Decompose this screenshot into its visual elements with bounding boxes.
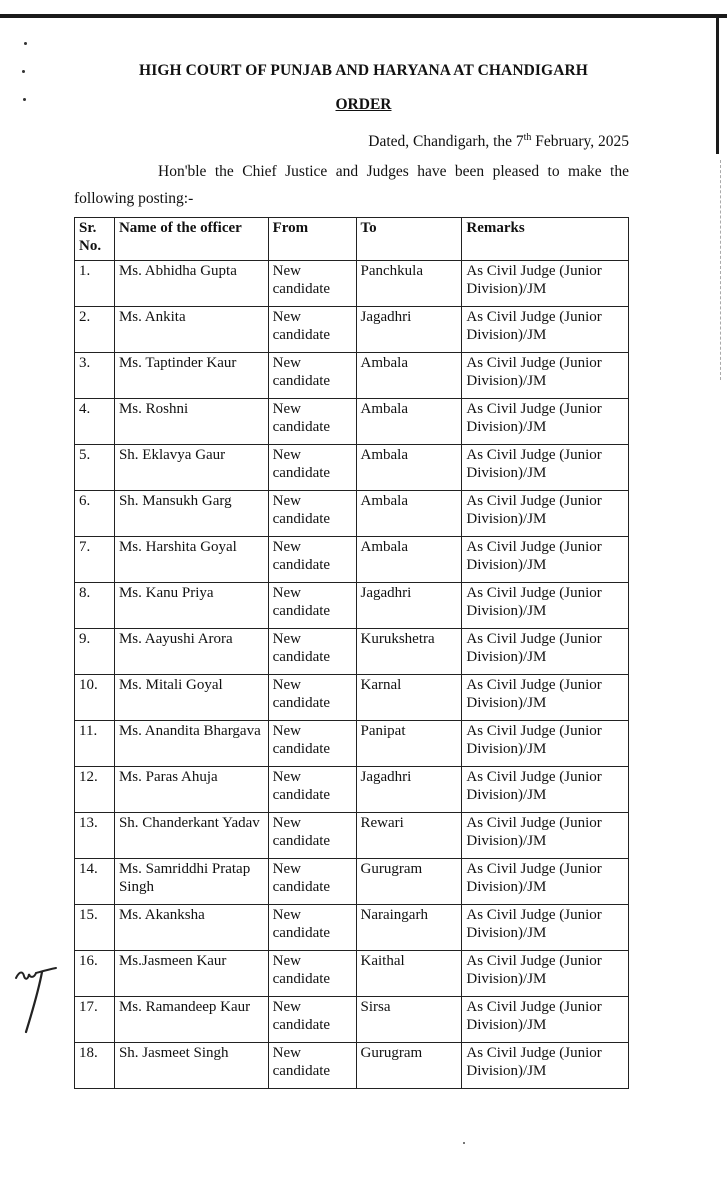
cell-sr-no: 9.	[75, 629, 115, 675]
cell-from: New candidate	[268, 951, 356, 997]
table-row	[75, 629, 629, 675]
table-row	[75, 859, 629, 905]
date-prefix: Dated, Chandigarh, the 7	[368, 133, 524, 151]
cell-to: Naraingarh	[356, 905, 462, 951]
cell-remarks: As Civil Judge (Junior Division)/JM	[462, 767, 629, 813]
cell-from: New candidate	[268, 537, 356, 583]
cell-remarks: As Civil Judge (Junior Division)/JM	[462, 721, 629, 767]
table-row	[75, 307, 629, 353]
cell-sr-no: 7.	[75, 537, 115, 583]
table-row	[75, 353, 629, 399]
cell-sr-no: 1.	[75, 261, 115, 307]
cell-to: Gurugram	[356, 1043, 462, 1089]
table-header-row	[75, 218, 629, 261]
cell-remarks: As Civil Judge (Junior Division)/JM	[462, 399, 629, 445]
cell-remarks: As Civil Judge (Junior Division)/JM	[462, 629, 629, 675]
cell-to: Sirsa	[356, 997, 462, 1043]
cell-to: Kurukshetra	[356, 629, 462, 675]
cell-sr-no: 3.	[75, 353, 115, 399]
handwritten-signature	[12, 962, 60, 1038]
scan-speck	[463, 1142, 465, 1144]
cell-sr-no: 8.	[75, 583, 115, 629]
cell-from: New candidate	[268, 997, 356, 1043]
table-row	[75, 721, 629, 767]
table-row	[75, 491, 629, 537]
cell-remarks: As Civil Judge (Junior Division)/JM	[462, 859, 629, 905]
posting-table	[74, 217, 629, 1089]
scan-speck	[24, 42, 27, 45]
cell-to: Gurugram	[356, 859, 462, 905]
cell-sr-no: 10.	[75, 675, 115, 721]
cell-remarks: As Civil Judge (Junior Division)/JM	[462, 675, 629, 721]
cell-to: Kaithal	[356, 951, 462, 997]
cell-from: New candidate	[268, 629, 356, 675]
cell-officer-name: Ms. Akanksha	[114, 905, 268, 951]
cell-to: Ambala	[356, 399, 462, 445]
scan-edge-marks	[720, 160, 722, 380]
cell-sr-no: 15.	[75, 905, 115, 951]
cell-sr-no: 4.	[75, 399, 115, 445]
court-title: HIGH COURT OF PUNJAB AND HARYANA AT CHANDIGARH	[139, 62, 588, 79]
cell-remarks: As Civil Judge (Junior Division)/JM	[462, 951, 629, 997]
cell-remarks: As Civil Judge (Junior Division)/JM	[462, 491, 629, 537]
cell-officer-name: Sh. Chanderkant Yadav	[114, 813, 268, 859]
cell-from: New candidate	[268, 859, 356, 905]
cell-sr-no: 2.	[75, 307, 115, 353]
cell-from: New candidate	[268, 261, 356, 307]
cell-sr-no: 16.	[75, 951, 115, 997]
cell-sr-no: 13.	[75, 813, 115, 859]
cell-officer-name: Ms. Harshita Goyal	[114, 537, 268, 583]
cell-from: New candidate	[268, 813, 356, 859]
table-row	[75, 583, 629, 629]
header-to: To	[356, 218, 462, 261]
cell-remarks: As Civil Judge (Junior Division)/JM	[462, 261, 629, 307]
cell-remarks: As Civil Judge (Junior Division)/JM	[462, 537, 629, 583]
table-row	[75, 951, 629, 997]
cell-to: Jagadhri	[356, 767, 462, 813]
table-row	[75, 1043, 629, 1089]
cell-officer-name: Ms. Samriddhi Pratap Singh	[114, 859, 268, 905]
header-officer-name: Name of the officer	[114, 218, 268, 261]
cell-remarks: As Civil Judge (Junior Division)/JM	[462, 445, 629, 491]
cell-from: New candidate	[268, 583, 356, 629]
cell-sr-no: 6.	[75, 491, 115, 537]
cell-from: New candidate	[268, 491, 356, 537]
cell-remarks: As Civil Judge (Junior Division)/JM	[462, 307, 629, 353]
cell-officer-name: Ms. Taptinder Kaur	[114, 353, 268, 399]
cell-sr-no: 11.	[75, 721, 115, 767]
table-row	[75, 813, 629, 859]
cell-remarks: As Civil Judge (Junior Division)/JM	[462, 353, 629, 399]
cell-to: Jagadhri	[356, 583, 462, 629]
cell-officer-name: Sh. Eklavya Gaur	[114, 445, 268, 491]
cell-from: New candidate	[268, 721, 356, 767]
cell-to: Jagadhri	[356, 307, 462, 353]
header-from: From	[268, 218, 356, 261]
cell-from: New candidate	[268, 399, 356, 445]
intro-paragraph: Hon'ble the Chief Justice and Judges have been pleased to make the following posting:-	[74, 163, 629, 207]
cell-officer-name: Ms. Ankita	[114, 307, 268, 353]
table-row	[75, 675, 629, 721]
cell-sr-no: 17.	[75, 997, 115, 1043]
table-row	[75, 537, 629, 583]
cell-to: Ambala	[356, 537, 462, 583]
cell-sr-no: 12.	[75, 767, 115, 813]
cell-to: Ambala	[356, 353, 462, 399]
cell-remarks: As Civil Judge (Junior Division)/JM	[462, 1043, 629, 1089]
cell-officer-name: Sh. Mansukh Garg	[114, 491, 268, 537]
cell-officer-name: Ms. Kanu Priya	[114, 583, 268, 629]
cell-to: Ambala	[356, 491, 462, 537]
cell-officer-name: Sh. Jasmeet Singh	[114, 1043, 268, 1089]
table-row	[75, 399, 629, 445]
table-row	[75, 445, 629, 491]
header-sr-no: Sr. No.	[75, 218, 115, 261]
table-row	[75, 767, 629, 813]
cell-remarks: As Civil Judge (Junior Division)/JM	[462, 813, 629, 859]
cell-remarks: As Civil Judge (Junior Division)/JM	[462, 997, 629, 1043]
table-row	[75, 997, 629, 1043]
cell-sr-no: 18.	[75, 1043, 115, 1089]
cell-from: New candidate	[268, 767, 356, 813]
cell-sr-no: 14.	[75, 859, 115, 905]
cell-to: Panchkula	[356, 261, 462, 307]
cell-officer-name: Ms. Abhidha Gupta	[114, 261, 268, 307]
date-ordinal: th	[523, 132, 532, 143]
order-date	[368, 132, 629, 151]
cell-from: New candidate	[268, 353, 356, 399]
cell-from: New candidate	[268, 307, 356, 353]
cell-officer-name: Ms. Roshni	[114, 399, 268, 445]
cell-to: Ambala	[356, 445, 462, 491]
cell-officer-name: Ms.Jasmeen Kaur	[114, 951, 268, 997]
cell-remarks: As Civil Judge (Junior Division)/JM	[462, 905, 629, 951]
order-heading: ORDER	[335, 96, 392, 113]
cell-from: New candidate	[268, 905, 356, 951]
cell-officer-name: Ms. Aayushi Arora	[114, 629, 268, 675]
cell-sr-no: 5.	[75, 445, 115, 491]
date-suffix: February, 2025	[531, 133, 629, 151]
cell-to: Rewari	[356, 813, 462, 859]
cell-from: New candidate	[268, 445, 356, 491]
cell-from: New candidate	[268, 1043, 356, 1089]
cell-to: Karnal	[356, 675, 462, 721]
cell-from: New candidate	[268, 675, 356, 721]
scan-border-top	[0, 14, 727, 18]
cell-officer-name: Ms. Anandita Bhargava	[114, 721, 268, 767]
cell-to: Panipat	[356, 721, 462, 767]
cell-officer-name: Ms. Paras Ahuja	[114, 767, 268, 813]
table-row	[75, 261, 629, 307]
cell-officer-name: Ms. Ramandeep Kaur	[114, 997, 268, 1043]
header-remarks: Remarks	[462, 218, 629, 261]
scan-border-right	[716, 14, 719, 154]
cell-officer-name: Ms. Mitali Goyal	[114, 675, 268, 721]
table-row	[75, 905, 629, 951]
cell-remarks: As Civil Judge (Junior Division)/JM	[462, 583, 629, 629]
